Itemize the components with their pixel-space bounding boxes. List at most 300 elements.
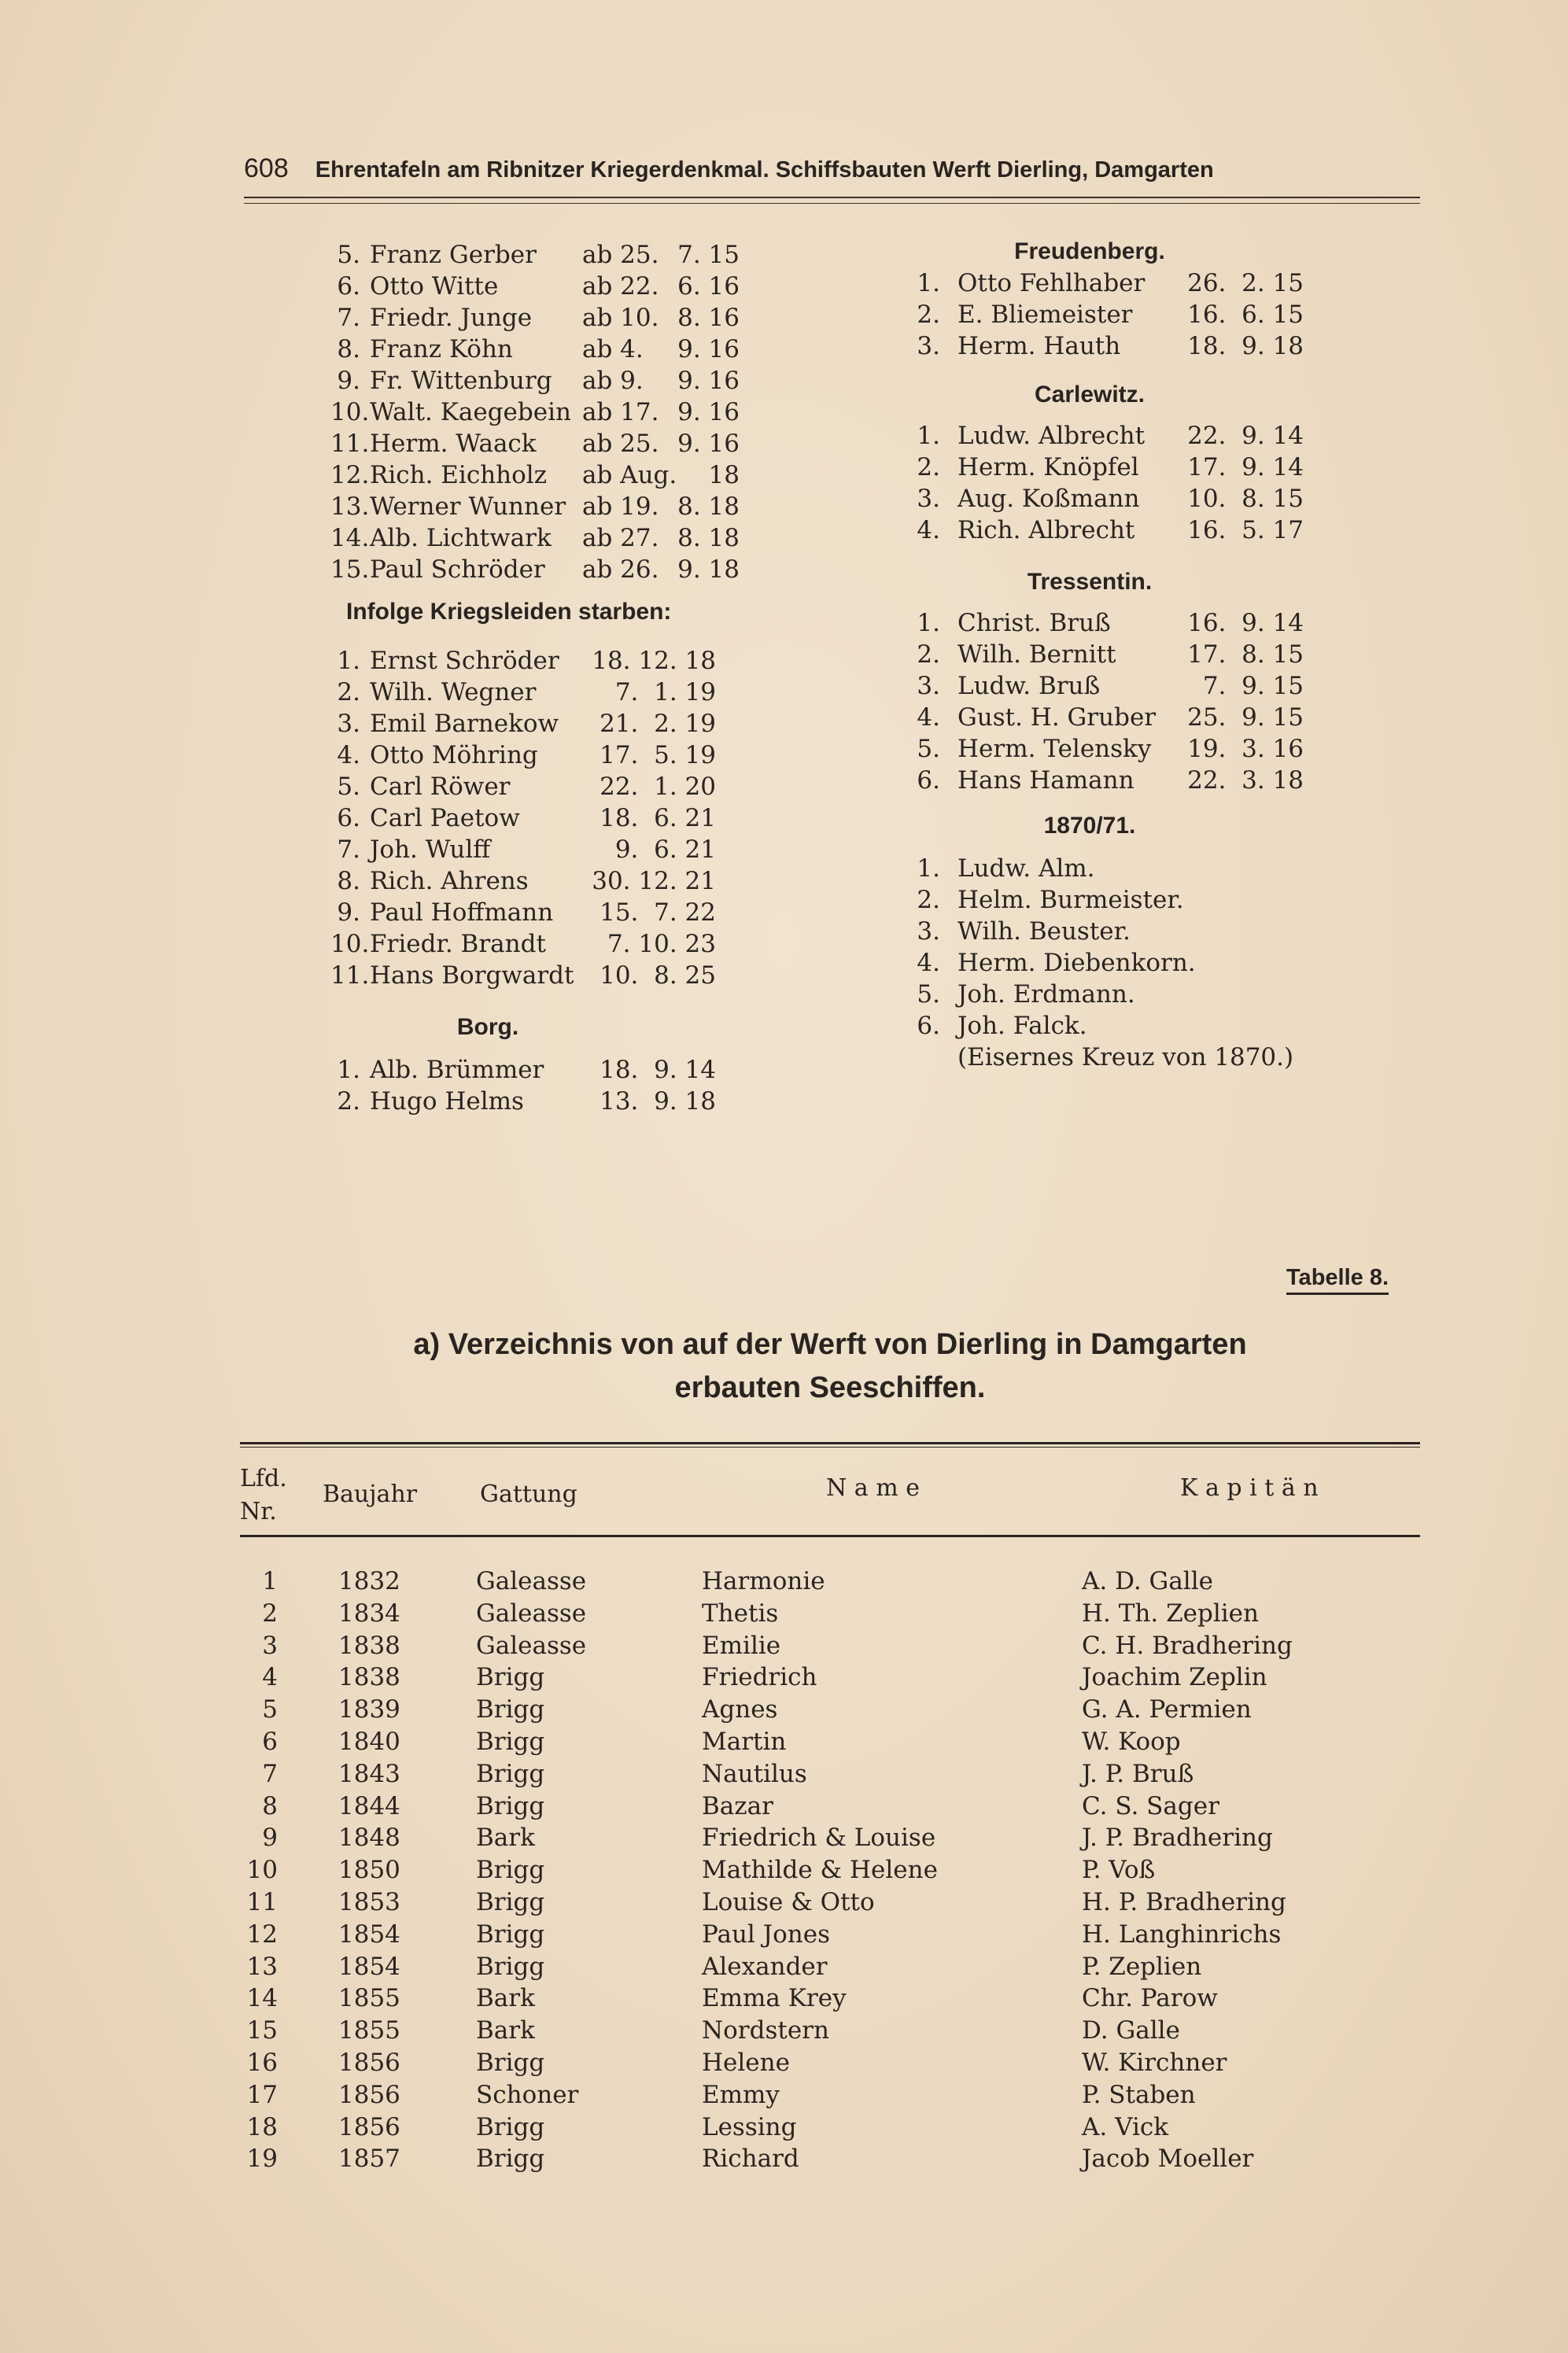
table-title — [311, 1323, 1349, 1410]
item-name: E. Bliemeister — [957, 301, 1133, 329]
cell-name: Nordstern — [702, 2016, 829, 2045]
list-item — [330, 491, 771, 522]
table-row — [240, 1919, 1420, 1951]
cell-baujahr: 1854 — [338, 1952, 400, 1981]
list-item — [330, 302, 771, 334]
item-number: 1. — [917, 609, 940, 637]
item-name: Herm. Waack — [370, 430, 537, 458]
list-item — [917, 916, 1357, 947]
table-top-rule — [240, 1442, 1420, 1444]
item-date: 17. 5. 19 — [600, 741, 716, 769]
item-name: Joh. Erdmann. — [957, 980, 1135, 1009]
cell-baujahr: 1854 — [338, 1920, 400, 1949]
table-title-line2: erbauten Seeschiffen. — [674, 1371, 986, 1404]
cell-nr: 6 — [262, 1727, 278, 1756]
cell-baujahr: 1838 — [338, 1631, 400, 1660]
item-name: Carl Paetow — [370, 804, 520, 832]
table-row — [240, 1661, 1420, 1694]
cell-nr: 14 — [246, 1984, 278, 2013]
cell-name: Emmy — [702, 2080, 780, 2109]
borg-list — [330, 1054, 771, 1117]
cell-nr: 17 — [246, 2080, 278, 2109]
cell-baujahr: 1856 — [338, 2080, 400, 2109]
list-item — [330, 802, 771, 834]
list-item — [330, 677, 771, 708]
cell-gattung: Bark — [476, 1824, 535, 1853]
item-number: 4. — [337, 741, 360, 769]
item-number: 9. — [337, 367, 360, 395]
cell-baujahr: 1832 — [338, 1567, 400, 1595]
item-date: 18. 9. 14 — [600, 1056, 716, 1084]
cell-name: Mathilde & Helene — [702, 1856, 938, 1885]
list-item — [330, 522, 771, 554]
item-name: Wilh. Bernitt — [957, 640, 1116, 669]
item-date-start: ab 17. — [582, 398, 659, 426]
cell-baujahr: 1855 — [338, 2016, 400, 2045]
item-number: 9. — [337, 898, 360, 927]
item-name: Joh. Wulff — [370, 835, 491, 864]
item-number: 12. — [330, 461, 370, 489]
item-date: 15. 7. 22 — [600, 898, 716, 927]
cell-name: Richard — [702, 2145, 799, 2174]
item-date: 8. 16 — [677, 304, 740, 332]
list-item — [330, 645, 771, 677]
item-date: 16. 9. 14 — [1187, 609, 1304, 637]
cell-nr: 10 — [246, 1856, 278, 1885]
cell-baujahr: 1838 — [338, 1663, 400, 1692]
table-row — [240, 1854, 1420, 1886]
item-number: 14. — [330, 524, 370, 552]
item-date: 7. 15 — [677, 241, 740, 269]
cell-gattung: Brigg — [476, 1663, 545, 1692]
cell-gattung: Brigg — [476, 2145, 545, 2174]
item-number: 1. — [337, 1056, 360, 1084]
item-date: 9. 16 — [677, 430, 740, 458]
cell-nr: 18 — [246, 2112, 278, 2141]
item-number: 4. — [917, 949, 940, 977]
item-date: 9. 16 — [677, 335, 740, 363]
item-date-group — [582, 365, 740, 396]
header-kapitaen: K a p i t ä n — [1180, 1474, 1319, 1502]
item-date: 10. 8. 25 — [600, 961, 716, 990]
item-name: Rich. Albrecht — [957, 516, 1135, 544]
cell-name: Emilie — [702, 1631, 781, 1660]
cell-name: Friedrich & Louise — [702, 1824, 936, 1853]
list-item — [330, 396, 771, 428]
item-date-group — [582, 271, 740, 302]
table-row — [240, 1791, 1420, 1823]
list-item — [917, 884, 1357, 916]
table-row — [240, 1822, 1420, 1854]
cell-baujahr: 1855 — [338, 1984, 400, 2013]
section-title-tressentin: Tressentin. — [1027, 569, 1153, 595]
item-date: 7. 9. 15 — [1202, 672, 1304, 700]
item-date: 22. 1. 20 — [600, 773, 716, 801]
cell-name: Friedrich — [702, 1663, 817, 1692]
table-label: Tabelle 8. — [1286, 1265, 1389, 1295]
item-number: 5. — [917, 735, 940, 763]
cell-nr: 5 — [262, 1695, 278, 1724]
item-date-start: ab 4. — [582, 335, 644, 363]
cell-baujahr: 1840 — [338, 1727, 400, 1756]
item-date: 16. 6. 15 — [1187, 301, 1304, 329]
cell-name: Bazar — [702, 1791, 773, 1820]
item-number: 8. — [337, 335, 360, 363]
section-title-1870: 1870/71. — [1043, 813, 1136, 839]
cell-nr: 12 — [246, 1920, 278, 1949]
item-date: 26. 2. 15 — [1187, 269, 1304, 297]
cell-kapitaen: H. Th. Zeplien — [1082, 1599, 1259, 1628]
table-row — [240, 1694, 1420, 1726]
cell-gattung: Galeasse — [476, 1567, 587, 1595]
cell-kapitaen: Jacob Moeller — [1082, 2145, 1254, 2174]
cell-nr: 7 — [262, 1759, 278, 1788]
list-item — [917, 702, 1357, 733]
cell-gattung: Brigg — [476, 2048, 545, 2077]
item-date-group — [582, 459, 740, 491]
item-date-group — [582, 554, 740, 585]
item-date: 8. 18 — [677, 492, 740, 521]
item-name: Franz Köhn — [370, 335, 513, 363]
item-date-start: ab 9. — [582, 367, 644, 395]
item-date-group — [582, 491, 740, 522]
item-name: Emil Barnekow — [370, 710, 559, 738]
table-header-rule — [240, 1535, 1420, 1537]
item-name: Herm. Hauth — [957, 332, 1121, 360]
item-date: 21. 2. 19 — [600, 710, 716, 738]
list-item — [917, 947, 1357, 979]
cell-kapitaen: A. D. Galle — [1082, 1567, 1213, 1595]
list-item — [330, 365, 771, 396]
cell-nr: 4 — [262, 1663, 278, 1692]
list-item — [330, 928, 771, 960]
item-number: 3. — [337, 710, 360, 738]
cell-name: Paul Jones — [702, 1920, 830, 1949]
item-date: 7. 10. 23 — [607, 930, 716, 958]
cell-name: Helene — [702, 2048, 790, 2077]
cell-kapitaen: H. P. Bradhering — [1082, 1887, 1286, 1916]
item-number: 2. — [917, 453, 940, 481]
item-number: 3. — [917, 332, 940, 360]
cell-nr: 15 — [246, 2016, 278, 2045]
item-name: Otto Witte — [370, 272, 499, 301]
list-item — [330, 334, 771, 365]
cell-gattung: Brigg — [476, 2112, 545, 2141]
item-date: 18. 6. 21 — [600, 804, 716, 832]
item-date-group — [582, 239, 740, 271]
list-item — [330, 1054, 771, 1086]
item-date: 17. 8. 15 — [1187, 640, 1304, 669]
table-row — [240, 1758, 1420, 1791]
item-number: 10. — [330, 930, 370, 958]
item-name: Hans Borgwardt — [370, 961, 574, 990]
item-name: Hugo Helms — [370, 1087, 524, 1116]
cell-name: Alexander — [702, 1952, 828, 1981]
item-name: Rich. Ahrens — [370, 867, 529, 895]
list-item — [917, 670, 1357, 702]
list-item — [330, 428, 771, 459]
list-item — [330, 897, 771, 928]
item-number: 6. — [337, 804, 360, 832]
item-number: 3. — [917, 917, 940, 946]
item-name: Hans Hamann — [957, 766, 1134, 795]
war1870-list — [917, 853, 1357, 1042]
item-name: Ernst Schröder — [370, 647, 559, 675]
item-name: Alb. Lichtwark — [370, 524, 552, 552]
item-number: 2. — [337, 678, 360, 706]
cell-gattung: Brigg — [476, 1952, 545, 1981]
list-item — [917, 483, 1357, 514]
cell-gattung: Brigg — [476, 1695, 545, 1724]
item-name: Franz Gerber — [370, 241, 537, 269]
item-date: 22. 3. 18 — [1187, 766, 1304, 795]
cell-kapitaen: Joachim Zeplin — [1082, 1663, 1267, 1692]
carlewitz-list — [917, 420, 1357, 546]
list-item — [330, 739, 771, 771]
freudenberg-list — [917, 267, 1357, 362]
cell-baujahr: 1856 — [338, 2048, 400, 2077]
item-name: Joh. Falck. — [957, 1012, 1087, 1040]
item-date: 18 — [708, 461, 740, 489]
item-date-group — [582, 522, 740, 554]
right-column — [917, 236, 1357, 1073]
cell-nr: 13 — [246, 1952, 278, 1981]
war1870-note: (Eisernes Kreuz von 1870.) — [957, 1043, 1294, 1071]
item-name: Otto Möhring — [370, 741, 538, 769]
cell-name: Martin — [702, 1727, 787, 1756]
cell-kapitaen: W. Kirchner — [1082, 2048, 1227, 2077]
table-row — [240, 2143, 1420, 2175]
cell-nr: 19 — [246, 2145, 278, 2174]
item-name: Ludw. Albrecht — [957, 422, 1146, 450]
list-item — [330, 708, 771, 739]
header-baujahr: Baujahr — [323, 1481, 418, 1508]
item-date-group — [582, 334, 740, 365]
item-name: Christ. Bruß — [957, 609, 1111, 637]
item-number: 2. — [917, 301, 940, 329]
item-name: Wilh. Wegner — [370, 678, 537, 706]
cell-name: Thetis — [702, 1599, 779, 1628]
item-name: Ludw. Bruß — [957, 672, 1101, 700]
list-item — [917, 452, 1357, 483]
list-item — [330, 865, 771, 897]
table-title-line1: a) Verzeichnis von auf der Werft von Dierling in Damgarten — [413, 1328, 1247, 1361]
header-rule-thin — [244, 203, 1420, 204]
cell-kapitaen: A. Vick — [1082, 2112, 1168, 2141]
cell-name: Emma Krey — [702, 1984, 847, 2013]
item-name: Walt. Kaegebein — [370, 398, 571, 426]
item-name: Herm. Diebenkorn. — [957, 949, 1196, 977]
item-name: Ludw. Alm. — [957, 854, 1095, 883]
cell-name: Louise & Otto — [702, 1887, 875, 1916]
cell-kapitaen: C. H. Bradhering — [1082, 1631, 1293, 1660]
item-number: 1. — [917, 422, 940, 450]
page-header — [244, 153, 1424, 184]
kriegsleiden-list — [330, 645, 771, 991]
list-item — [330, 554, 771, 585]
list-item — [917, 853, 1357, 884]
cell-baujahr: 1848 — [338, 1824, 400, 1853]
item-number: 8. — [337, 867, 360, 895]
table-row — [240, 2047, 1420, 2079]
item-name: Friedr. Brandt — [370, 930, 546, 958]
item-number: 4. — [917, 703, 940, 732]
item-date-start: ab 22. — [582, 272, 659, 301]
item-name: Carl Röwer — [370, 773, 511, 801]
table-row — [240, 1982, 1420, 2015]
cell-nr: 2 — [262, 1599, 278, 1628]
cell-baujahr: 1856 — [338, 2112, 400, 2141]
item-name: Werner Wunner — [370, 492, 566, 521]
item-number: 3. — [917, 485, 940, 513]
cell-gattung: Brigg — [476, 1856, 545, 1885]
item-name: Otto Fehlhaber — [957, 269, 1146, 297]
item-date: 18. 12. 18 — [592, 647, 716, 675]
item-date: 17. 9. 14 — [1187, 453, 1304, 481]
list-item — [330, 834, 771, 865]
item-date: 10. 8. 15 — [1187, 485, 1304, 513]
cell-baujahr: 1843 — [338, 1759, 400, 1788]
item-date: 18. 9. 18 — [1187, 332, 1304, 360]
item-number: 1. — [917, 269, 940, 297]
page-header-title: Ehrentafeln am Ribnitzer Kriegerdenkmal. Schiffsbauten Werft Dierling, Damgarten — [315, 157, 1214, 183]
list-item — [330, 239, 771, 271]
memorial-list-continued — [330, 239, 771, 585]
cell-nr: 1 — [262, 1567, 278, 1595]
header-rule — [244, 197, 1420, 198]
item-date-start: ab 19. — [582, 492, 659, 521]
list-item — [917, 607, 1357, 639]
list-item — [917, 299, 1357, 330]
item-date: 19. 3. 16 — [1187, 735, 1304, 763]
item-number: 7. — [337, 304, 360, 332]
item-name: Herm. Knöpfel — [957, 453, 1139, 481]
table-row — [240, 2015, 1420, 2047]
item-date: 16. 5. 17 — [1187, 516, 1304, 544]
cell-nr: 3 — [262, 1631, 278, 1660]
table-top-rule-thin — [240, 1447, 1420, 1448]
item-name: Friedr. Junge — [370, 304, 533, 332]
item-number: 10. — [330, 398, 370, 426]
list-item — [330, 771, 771, 802]
item-date-start: ab 25. — [582, 241, 659, 269]
cell-gattung: Brigg — [476, 1791, 545, 1820]
cell-kapitaen: C. S. Sager — [1082, 1791, 1219, 1820]
list-item — [330, 1086, 771, 1117]
table-header — [240, 1465, 1420, 1536]
cell-gattung: Brigg — [476, 1727, 545, 1756]
item-number: 5. — [917, 980, 940, 1009]
item-name: Paul Hoffmann — [370, 898, 554, 927]
cell-baujahr: 1853 — [338, 1887, 400, 1916]
list-item — [917, 330, 1357, 362]
list-item — [330, 960, 771, 991]
item-name: Helm. Burmeister. — [957, 886, 1184, 914]
list-item — [917, 639, 1357, 670]
table-row — [240, 2079, 1420, 2111]
item-number: 11. — [330, 430, 370, 458]
table-row — [240, 2111, 1420, 2144]
table-row — [240, 1951, 1420, 1983]
table-row — [240, 1886, 1420, 1919]
item-date: 9. 18 — [677, 555, 740, 584]
cell-name: Lessing — [702, 2112, 797, 2141]
item-number: 5. — [337, 773, 360, 801]
cell-gattung: Brigg — [476, 1887, 545, 1916]
item-number: 6. — [917, 1012, 940, 1040]
item-number: 2. — [917, 640, 940, 669]
cell-gattung: Galeasse — [476, 1599, 587, 1628]
item-name: Aug. Koßmann — [957, 485, 1140, 513]
cell-kapitaen: Chr. Parow — [1082, 1984, 1218, 2013]
cell-name: Nautilus — [702, 1759, 807, 1788]
cell-nr: 9 — [262, 1824, 278, 1853]
cell-nr: 11 — [246, 1887, 278, 1916]
table-row — [240, 1566, 1420, 1598]
item-date-start: ab 27. — [582, 524, 659, 552]
item-date: 25. 9. 15 — [1187, 703, 1304, 732]
list-item — [917, 733, 1357, 765]
item-name: Alb. Brümmer — [370, 1056, 544, 1084]
cell-kapitaen: D. Galle — [1082, 2016, 1180, 2045]
list-item — [917, 1010, 1357, 1042]
item-date-start: ab 25. — [582, 430, 659, 458]
cell-baujahr: 1850 — [338, 1856, 400, 1885]
list-item — [917, 420, 1357, 452]
item-number: 15. — [330, 555, 370, 584]
list-item — [917, 514, 1357, 546]
item-date-group — [582, 396, 740, 428]
item-date-start: ab 26. — [582, 555, 659, 584]
cell-baujahr: 1857 — [338, 2145, 400, 2174]
section-title-borg: Borg. — [456, 1014, 519, 1040]
cell-kapitaen: P. Voß — [1082, 1856, 1156, 1885]
section-title-kriegsleiden: Infolge Kriegsleiden starben: — [346, 599, 672, 625]
section-title-freudenberg: Freudenberg. — [1014, 238, 1165, 264]
item-date-group — [582, 302, 740, 334]
list-item — [917, 267, 1357, 299]
cell-kapitaen: H. Langhinrichs — [1082, 1920, 1282, 1949]
cell-gattung: Galeasse — [476, 1631, 587, 1660]
item-number: 6. — [917, 766, 940, 795]
item-name: Fr. Wittenburg — [370, 367, 552, 395]
cell-kapitaen: G. A. Permien — [1082, 1695, 1252, 1724]
item-date-start: ab Aug. — [582, 461, 677, 489]
cell-gattung: Bark — [476, 1984, 535, 2013]
cell-kapitaen: J. P. Bruß — [1082, 1759, 1194, 1788]
table-row — [240, 1598, 1420, 1630]
cell-baujahr: 1844 — [338, 1791, 400, 1820]
cell-gattung: Brigg — [476, 1920, 545, 1949]
item-date: 6. 16 — [677, 272, 740, 301]
item-date-group — [582, 428, 740, 459]
item-name: Gust. H. Gruber — [957, 703, 1157, 732]
item-number: 13. — [330, 492, 370, 521]
list-item — [330, 459, 771, 491]
item-name: Paul Schröder — [370, 555, 545, 584]
item-date: 22. 9. 14 — [1187, 422, 1304, 450]
item-date: 9. 6. 21 — [614, 835, 716, 864]
header-name: N a m e — [826, 1474, 920, 1502]
left-column — [330, 239, 771, 1117]
item-number: 11. — [330, 961, 370, 990]
item-date: 7. 1. 19 — [614, 678, 716, 706]
item-date: 30. 12. 21 — [592, 867, 716, 895]
cell-name: Harmonie — [702, 1567, 825, 1595]
item-date: 8. 18 — [677, 524, 740, 552]
item-number: 2. — [337, 1087, 360, 1116]
item-number: 7. — [337, 835, 360, 864]
